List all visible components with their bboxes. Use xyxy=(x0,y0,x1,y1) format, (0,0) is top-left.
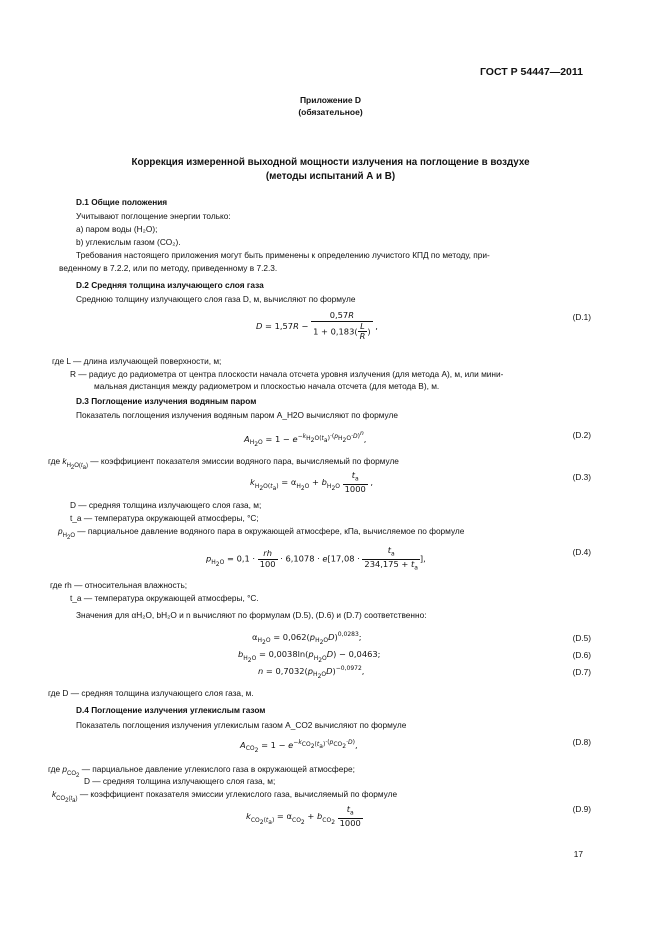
d4-where-p-text: — парциальное давление углекислого газа в окружающей атмосфере; xyxy=(81,764,355,774)
eq-number-d3: (D.3) xyxy=(572,472,591,482)
d2-paragraph: Среднюю толщину излучающего слоя газа D, м, вычисляют по формуле xyxy=(76,294,356,304)
formula-d9: $k_{CO_2(t_a)} = \alpha_{CO_2} + b_{CO_2}$ $\frac{t_a}{1000}$ xyxy=(246,804,361,828)
d3-where-k-text: — коэффициент показателя эмиссии водяного пара, вычисляемый по формуле xyxy=(90,456,399,466)
formula-d7: $n = 0,7032(p_{H_2O}D)^{-0,0972}$, xyxy=(258,665,365,681)
formula-d1: D = 1,57R − 0,57R 1 + 0,183( $\frac{L}{R}$ ) , xyxy=(256,310,378,342)
eq-number-d8: (D.8) xyxy=(572,737,591,747)
d4-where-D: D — средняя толщина излучающего слоя газа, м; xyxy=(84,776,276,786)
standard-header: ГОСТ Р 54447—2011 xyxy=(479,66,583,78)
formula-d3: $k_{H_2O(t_a)} = \alpha_{H_2O} + b_{H_2O}$ $\frac{t_a}{1000}$ , xyxy=(250,470,374,494)
section-d1-heading: D.1 Общие положения xyxy=(76,197,168,207)
eq-number-d5: (D.5) xyxy=(572,633,591,643)
d3-where-D: D — средняя толщина излучающего слоя газа, м; xyxy=(70,500,262,510)
d1-paragraph: Учитывают поглощение энергии только: xyxy=(76,211,231,221)
eq-number-d6: (D.6) xyxy=(572,650,591,660)
d3-where-ta: t_a — температура окружающей атмосферы, °С; xyxy=(70,513,259,523)
d3-paragraph: Показатель поглощения излучения водяным паром A_H2O вычисляют по формуле xyxy=(76,410,398,420)
d3-where-ta2: t_a — температура окружающей атмосферы, °С. xyxy=(70,593,259,603)
formula-d8: $A_{CO_2} = 1 - e^{-k_{CO_2(t_a)}\cdot(p_{CO_2}\cdot D)}$, xyxy=(240,739,358,755)
d1-requirements-line1: Требования настоящего приложения могут быть применены к определению лучистого КПД по методу, при- xyxy=(76,250,490,260)
d4-where-k-text: — коэффициент показателя эмиссии углекислого газа, вычисляемый по формуле xyxy=(79,789,398,799)
appendix-title: Приложение D xyxy=(299,95,362,105)
d4-paragraph: Показатель поглощения излучения углекислым газом A_CO2 вычисляют по формуле xyxy=(76,720,407,730)
eq-number-d9: (D.9) xyxy=(572,804,591,814)
d4-where-k: $k_{CO_2(t_a)}$ — коэффициент показателя эмиссии углекислого газа, вычисляемый по формуле xyxy=(52,789,398,804)
formula-d4: $p_{H_2O} = 0,1$ · $\frac{rh}{100}$ · 6,1078 · e[17,08 · $\frac{t_a}{234,175 + t_a}$ ], xyxy=(206,545,426,572)
d2-where-R-line1: R — радиус до радиометра от центра плоскости начала отсчета уровня излучения (для метода А), м, или мини- xyxy=(70,369,504,379)
doc-title-line2: (методы испытаний А и В) xyxy=(265,171,396,182)
d1-item-b: b) углекислым газом (CO₂). xyxy=(76,237,181,247)
d3-where-p: $p_{H_2O}$ — парциальное давление водяного пара в окружающей атмосфере, кПа, вычисляемое по формуле xyxy=(58,526,465,541)
d3-where-rh: где rh — относительная влажность; xyxy=(50,580,188,590)
eq-number-d4: (D.4) xyxy=(572,547,591,557)
d3-where-k: где $k_{H_2O(t_a)}$ — коэффициент показателя эмиссии водяного пара, вычисляемый по формуле xyxy=(48,456,399,471)
formula-d2: $A_{H_2O} = 1 - e^{-k_{H_2O(t_a)}\cdot(p_{H_2O}\cdot D)^n}$, xyxy=(244,430,367,449)
section-d4-heading: D.4 Поглощение излучения углекислым газом xyxy=(76,705,266,715)
d2-where-L: где L — длина излучающей поверхности, м; xyxy=(52,356,222,366)
doc-title-line1: Коррекция измеренной выходной мощности излучения на поглощение в воздухе xyxy=(131,157,530,168)
page-number: 17 xyxy=(573,849,583,859)
eq-number-d2: (D.2) xyxy=(572,430,591,440)
d1-item-a: a) паром воды (H₂O); xyxy=(76,224,158,234)
d3-where-p-text: — парциальное давление водяного пара в окружающей атмосфере, кПа, вычисляемое по формуле xyxy=(77,526,465,536)
d2-where-R-line2: мальная дистанция между радиометром и плоскостью начала отсчета (для метода В), м. xyxy=(94,381,440,391)
appendix-status: (обязательное) xyxy=(298,107,363,117)
formula-d6: $b_{H_2O} = 0,0038\ln(p_{H_2O}D) - 0,0463$; xyxy=(238,649,381,664)
d1-requirements-line2: веденному в 7.2.2, или по методу, приведенному в 7.2.3. xyxy=(59,263,278,273)
section-d3-heading: D.3 Поглощение излучения водяным паром xyxy=(76,396,257,406)
d4-where-p: где $p_{CO_2}$ — парциальное давление углекислого газа в окружающей атмосфере; xyxy=(48,764,355,779)
eq-number-d7: (D.7) xyxy=(572,667,591,677)
eq-number-d1: (D.1) xyxy=(572,312,591,322)
section-d2-heading: D.2 Средняя толщина излучающего слоя газа xyxy=(76,280,264,290)
formula-d5: $\alpha_{H_2O} = 0,062(p_{H_2O}D)^{0,0283}$; xyxy=(252,631,362,647)
d3-values-paragraph: Значения для αH₂O, bH₂O и n вычисляют по формулам (D.5), (D.6) и (D.7) соответственно: xyxy=(76,610,427,620)
d3-where-D2: где D — средняя толщина излучающего слоя газа, м. xyxy=(48,688,254,698)
